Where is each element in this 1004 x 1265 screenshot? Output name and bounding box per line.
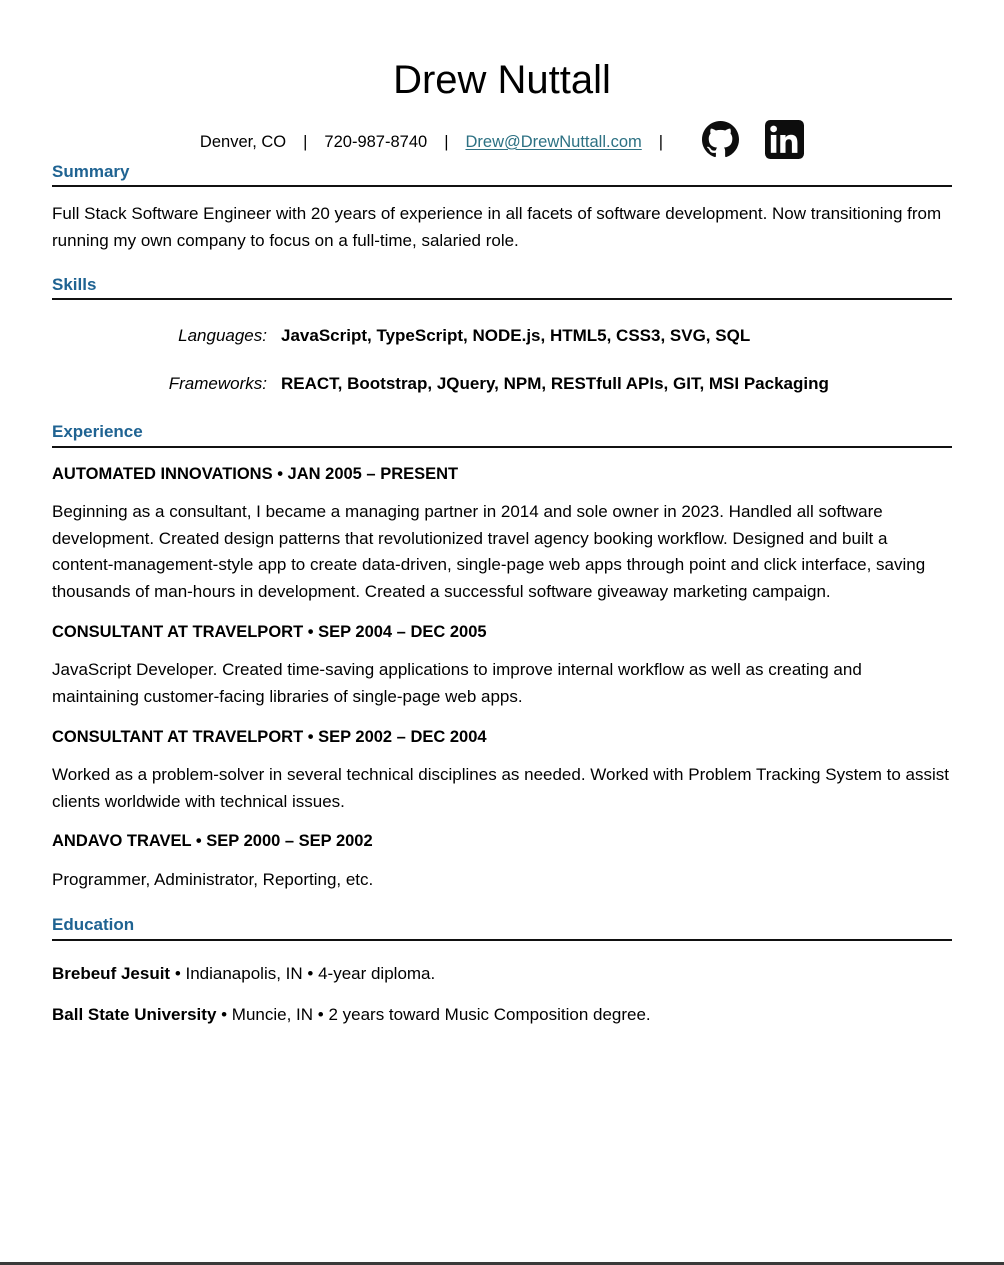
skill-value: JavaScript, TypeScript, NODE.js, HTML5, CSS3, SVG, SQL bbox=[281, 326, 751, 346]
github-icon bbox=[702, 145, 739, 162]
section-summary bbox=[52, 162, 952, 255]
job-description: JavaScript Developer. Created time-saving applications to improve internal workflow as well as creating and maintaining customer-facing libraries of single-page web apps. bbox=[52, 660, 862, 706]
skill-row bbox=[52, 326, 952, 346]
contact-separator: | bbox=[658, 132, 664, 151]
section-title-experience: Experience bbox=[52, 422, 143, 442]
spacer bbox=[52, 893, 952, 915]
section-title-summary: Summary bbox=[52, 162, 130, 181]
education-detail: • Muncie, IN • 2 years toward Music Composition degree. bbox=[216, 1005, 651, 1025]
skill-value: REACT, Bootstrap, JQuery, NPM, RESTfull APIs, GIT, MSI Packaging bbox=[281, 374, 829, 394]
job-description: Programmer, Administrator, Reporting, etc. bbox=[52, 869, 374, 889]
spacer bbox=[52, 255, 952, 275]
skill-label: Languages: bbox=[178, 326, 267, 346]
job-title: ANDAVO TRAVEL • SEP 2000 – SEP 2002 bbox=[52, 832, 373, 851]
experience-entry bbox=[52, 831, 952, 893]
education-school: Ball State University bbox=[52, 1005, 217, 1025]
education-detail: • Indianapolis, IN • 4-year diploma. bbox=[170, 963, 436, 983]
section-divider bbox=[52, 185, 952, 187]
skill-label: Frameworks: bbox=[168, 374, 267, 394]
summary-body bbox=[52, 201, 952, 254]
contact-phone: 720-987-8740 bbox=[324, 132, 428, 151]
section-divider bbox=[52, 446, 952, 448]
section-title-education: Education bbox=[52, 915, 135, 935]
contact-location: Denver, CO bbox=[199, 132, 287, 151]
spacer bbox=[52, 941, 952, 961]
page-title: Drew Nuttall bbox=[393, 58, 611, 102]
experience-entry bbox=[52, 727, 952, 816]
summary-text: Full Stack Software Engineer with 20 years of experience in all facets of software development. Now transitioning from running my own company to focus on a full-time, salaried role. bbox=[52, 204, 942, 251]
linkedin-icon bbox=[765, 146, 804, 163]
job-title: CONSULTANT AT TRAVELPORT • SEP 2002 – DEC 2004 bbox=[52, 727, 487, 746]
contact-row bbox=[52, 122, 952, 162]
section-divider bbox=[52, 298, 952, 300]
contact-separator: | bbox=[444, 132, 449, 151]
job-title: CONSULTANT AT TRAVELPORT • SEP 2004 – DEC 2005 bbox=[52, 622, 487, 641]
github-link[interactable] bbox=[702, 121, 739, 163]
experience-entry bbox=[52, 464, 952, 606]
education-school: Brebeuf Jesuit bbox=[52, 963, 171, 983]
education-entry bbox=[52, 961, 952, 987]
skill-row bbox=[52, 374, 952, 394]
contact-email-link[interactable]: Drew@DrewNuttall.com bbox=[465, 132, 642, 151]
linkedin-link[interactable] bbox=[765, 120, 804, 164]
job-description: Worked as a problem-solver in several technical disciplines as needed. Worked with Problem Tracking System to assist clients worldwide with technical issues. bbox=[52, 764, 949, 811]
job-description: Beginning as a consultant, I became a managing partner in 2014 and sole owner in 2023. Handled all software development. Created design patterns that revolutionized travel agency booking workflow. Designed and built a content-management-style app to create data-driven, single-page web apps through point and click interface, saving thousands of man-hours in development. Created a successful software giveaway marketing campaign. bbox=[52, 501, 926, 602]
social-links bbox=[702, 120, 804, 164]
section-title-skills: Skills bbox=[52, 274, 97, 294]
skills-list bbox=[52, 326, 952, 394]
section-skills bbox=[52, 275, 952, 394]
education-entry bbox=[52, 1002, 952, 1028]
section-education bbox=[52, 915, 952, 1027]
section-experience bbox=[52, 422, 952, 893]
experience-entry bbox=[52, 622, 952, 711]
job-title: AUTOMATED INNOVATIONS • JAN 2005 – PRESENT bbox=[52, 464, 459, 483]
contact-separator: | bbox=[303, 132, 308, 151]
